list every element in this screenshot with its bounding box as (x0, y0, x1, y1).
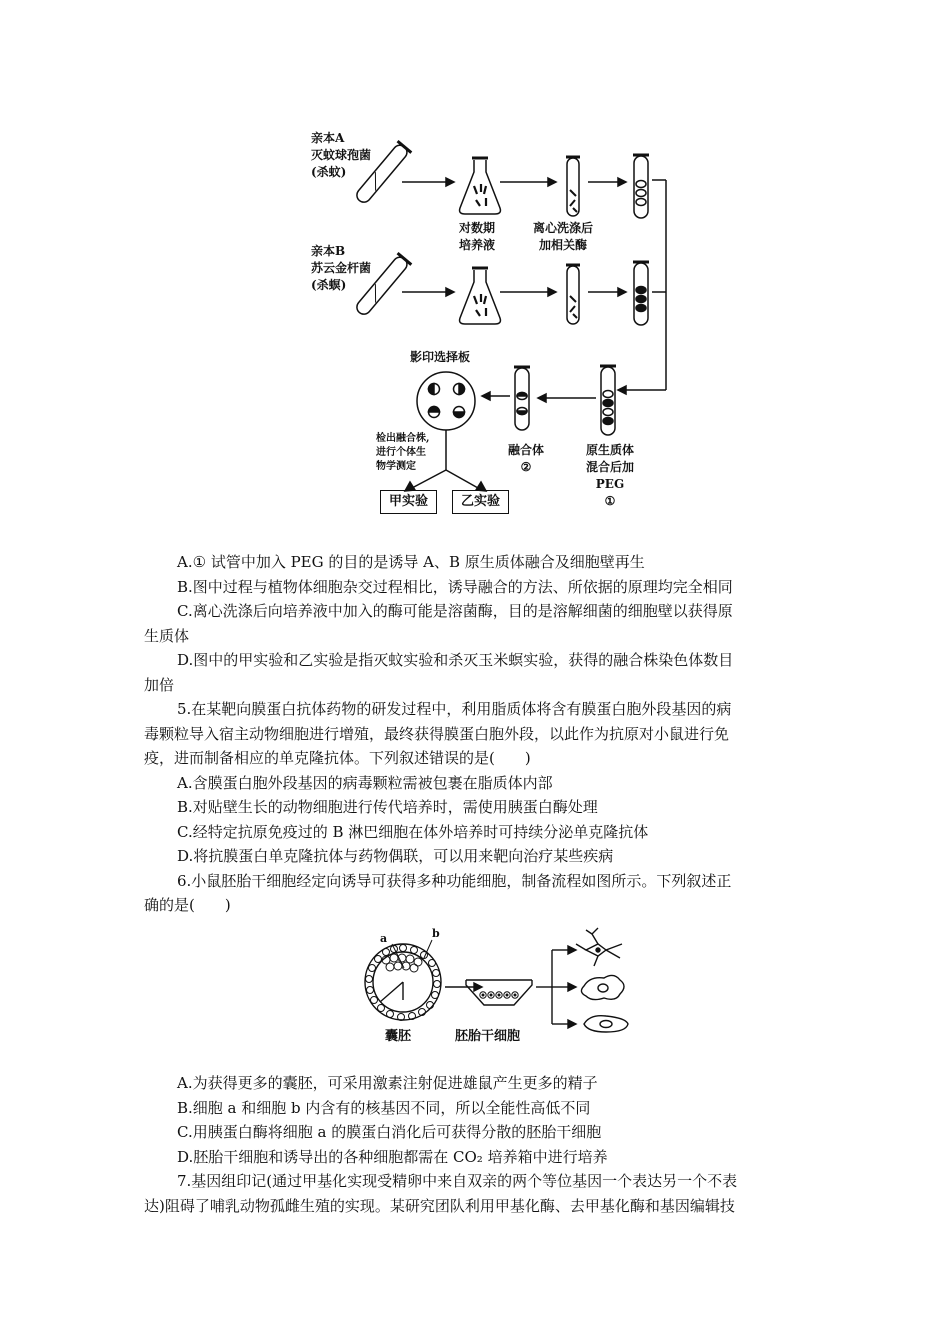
q5-stem-2: 毒颗粒导入宿主动物细胞进行增殖，最终获得膜蛋白胞外段，以此作为抗原对小鼠进行免 (144, 724, 730, 743)
differentiated-cell-icon (581, 975, 624, 999)
cell-a-label: a (380, 932, 388, 945)
nerve-cell-icon (576, 928, 622, 966)
q6-option-a: A.为获得更多的囊胚，可采用激素注射促进雄鼠产生更多的精子 (177, 1074, 598, 1092)
q4-option-d: D.图中的甲实验和乙实验是指灭蚊实验和杀灭玉米螟实验，获得的融合株染色体数目 (177, 651, 734, 669)
q6-stem-2: 确的是( ) (144, 896, 231, 914)
q6-option-c: C.用胰蛋白酶将细胞 a 的膜蛋白消化后可获得分散的胚胎干细胞 (177, 1123, 602, 1141)
es-cell-label: 胚胎干细胞 (455, 1029, 521, 1044)
q5-stem-3: 疫，进而制备相应的单克隆抗体。下列叙述错误的是( ) (144, 749, 531, 767)
plate-label: 影印选择板 (410, 350, 471, 364)
q6-option-b: B.细胞 a 和细胞 b 内含有的核基因不同，所以全能性高低不同 (177, 1098, 591, 1117)
q4-option-a: A.① 试管中加入 PEG 的目的是诱导 A、B 原生质体融合及细胞壁再生 (177, 553, 645, 571)
fusion-label: 融合体 ② (507, 443, 544, 474)
parent-b-label: 亲本B 苏云金杆菌 (杀螟) (311, 244, 372, 292)
q5-option-a: A.含膜蛋白胞外段基因的病毒颗粒需被包裹在脂质体内部 (177, 773, 553, 792)
q7-stem-2: 达)阻碍了哺乳动物孤雌生殖的实现。某研究团队利用甲基化酶、去甲基化酶和基因编辑技 (144, 1196, 735, 1215)
detect-label: 检出融合株, 进行个体生 物学测定 (376, 433, 430, 472)
wash-label: 离心洗涤后 加相关酶 (533, 221, 594, 252)
flat-cell-icon (584, 1016, 628, 1032)
q7-stem-1: 7.基因组印记(通过甲基化实现受精卵中来自双亲的两个等位基因一个表达另一个不表 (177, 1172, 738, 1190)
q4-option-c-cont: 生质体 (144, 626, 190, 645)
parent-a-label: 亲本A 灭蚊球孢菌 (杀蚊) (311, 131, 372, 179)
q6-option-d: D.胚胎干细胞和诱导出的各种细胞都需在 CO₂ 培养箱中进行培养 (177, 1147, 608, 1166)
experiment-b-box: 乙实验 (452, 490, 509, 514)
q4-option-d-cont: 加倍 (144, 675, 175, 694)
culture-label: 对数期 培养液 (459, 221, 496, 252)
q5-option-d: D.将抗膜蛋白单克隆抗体与药物偶联，可以用来靶向治疗某些疾病 (177, 847, 614, 865)
q4-option-c: C.离心洗涤后向培养液中加入的酶可能是溶菌酶，目的是溶解细菌的细胞壁以获得原 (177, 602, 733, 620)
q5-option-c: C.经特定抗原免疫过的 B 淋巴细胞在体外培养时可持续分泌单克隆抗体 (177, 822, 649, 841)
blastocyst-icon (365, 944, 441, 1021)
experiment-a-box: 甲实验 (380, 490, 437, 514)
q5-option-b: B.对贴壁生长的动物细胞进行传代培养时，需使用胰蛋白酶处理 (177, 798, 598, 816)
q6-stem-1: 6.小鼠胚胎干细胞经定向诱导可获得多种功能细胞，制备流程如图所示。下列叙述正 (177, 871, 732, 890)
q5-stem-1: 5.在某靶向膜蛋白抗体药物的研发过程中，利用脂质体将含有膜蛋白胞外段基因的病 (177, 700, 732, 718)
q4-option-b: B.图中过程与植物体细胞杂交过程相比，诱导融合的方法、所依据的原理均完全相同 (177, 577, 733, 596)
cell-b-label: b (432, 927, 440, 940)
mix-label: 原生质体 混合后加 PEG ① (585, 443, 634, 508)
blastocyst-label: 囊胚 (385, 1029, 412, 1044)
q6-options (144, 1071, 806, 1218)
